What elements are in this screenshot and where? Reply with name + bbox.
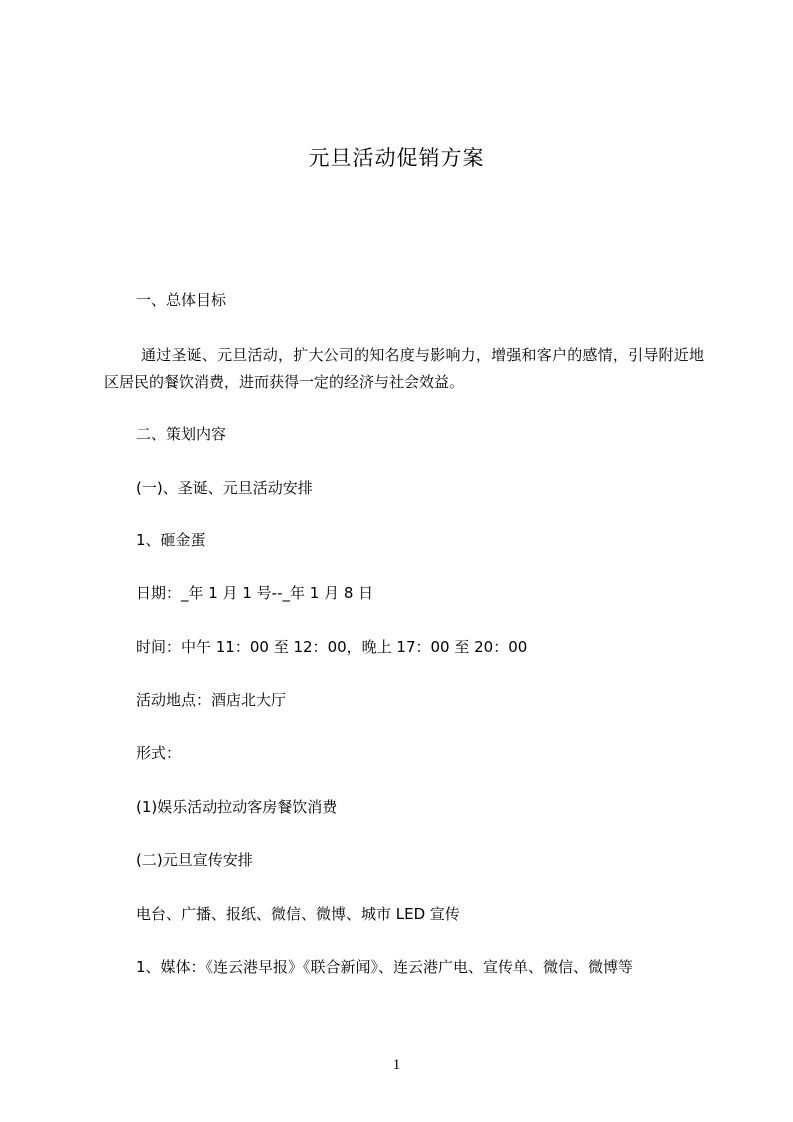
section-heading-plan-content: 二、策划内容 xyxy=(136,425,227,443)
location-line: 活动地点：酒店北大厅 xyxy=(136,691,287,709)
time-line: 时间：中午 11：00 至 12：00，晚上 17：00 至 20：00 xyxy=(136,638,528,656)
section-heading-overall-goal: 一、总体目标 xyxy=(136,291,227,309)
overall-goal-paragraph: 通过圣诞、元旦活动，扩大公司的知名度与影响力，增强和客户的感情，引导附近地区居民的餐饮消费，进而获得一定的经济与社会效益。 xyxy=(104,346,704,391)
item-heading-golden-egg: 1、砸金蛋 xyxy=(136,531,206,549)
media-line: 1、媒体：《连云港早报》《联合新闻》、连云港广电、宣传单、微信、微博等 xyxy=(136,958,634,976)
page-number: 1 xyxy=(392,1057,401,1073)
date-line: 日期：_年 1 月 1 号--_年 1 月 8 日 xyxy=(136,584,374,602)
document-title: 元旦活动促销方案 xyxy=(308,146,485,170)
promotion-channels-line: 电台、广播、报纸、微信、微博、城市 LED 宣传 xyxy=(136,905,460,923)
form-item-1: (1)娱乐活动拉动客房餐饮消费 xyxy=(136,798,338,816)
form-label: 形式： xyxy=(136,744,182,762)
subsection-heading-promotion: (二)元旦宣传安排 xyxy=(136,851,253,869)
subsection-heading-activity-schedule: (一)、圣诞、元旦活动安排 xyxy=(136,479,313,497)
